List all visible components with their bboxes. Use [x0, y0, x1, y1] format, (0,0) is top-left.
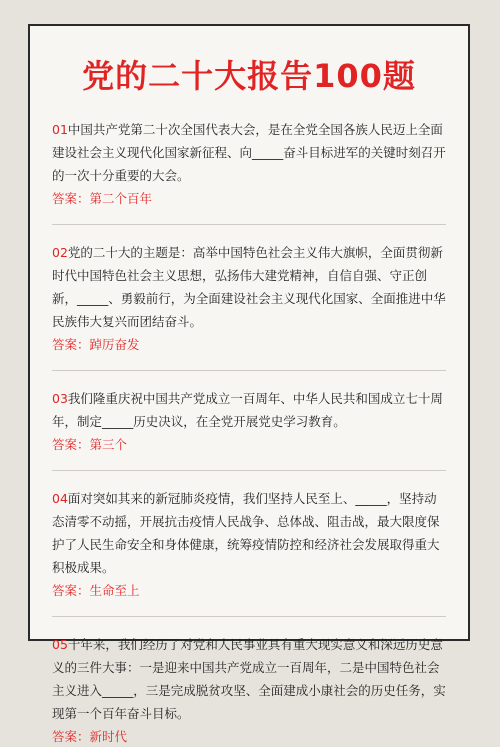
question-text: 中国共产党第二十次全国代表大会，是在全党全国各族人民迈上全面建设社会主义现代化国家新征程、向_____奋斗目标进军的关键时刻召开的一次十分重要的大会。 — [52, 122, 446, 183]
question-number: 04 — [52, 491, 68, 506]
question-number: 01 — [52, 122, 68, 137]
question-text: 十年来，我们经历了对党和人民事业具有重大现实意义和深远历史意义的三件大事：一是迎来中国共产党成立一百周年，二是中国特色社会主义进入_____，三是完成脱贫攻坚、全面建成小康社会的历史任务，实现第一个百年奋斗目标。 — [52, 637, 446, 721]
question-item — [52, 118, 446, 209]
question-item — [52, 487, 446, 601]
divider — [52, 370, 446, 371]
question-text-block — [52, 487, 446, 579]
question-text: 我们隆重庆祝中国共产党成立一百周年、中华人民共和国成立七十周年，制定_____历史决议，在全党开展党史学习教育。 — [52, 391, 443, 429]
document-card — [28, 24, 470, 744]
divider — [52, 616, 446, 617]
question-answer: 答案：第三个 — [52, 437, 128, 452]
question-number: 03 — [52, 391, 68, 406]
question-answer: 答案：新时代 — [52, 729, 128, 744]
question-number: 02 — [52, 245, 68, 260]
question-answer: 答案：第二个百年 — [52, 191, 153, 206]
question-text-block — [52, 387, 446, 433]
question-answer: 答案：生命至上 — [52, 583, 140, 598]
divider — [52, 470, 446, 471]
question-text-block — [52, 241, 446, 333]
question-item — [52, 241, 446, 355]
question-text-block — [52, 633, 446, 725]
question-number: 05 — [52, 637, 68, 652]
page-title: 党的二十大报告100题 — [82, 57, 416, 95]
question-item — [52, 633, 446, 747]
question-text: 党的二十大的主题是：高举中国特色社会主义伟大旗帜，全面贯彻新时代中国特色社会主义思想，弘扬伟大建党精神，自信自强、守正创新，_____、勇毅前行，为全面建设社会主义现代化国家、全面推进中华民族伟大复兴而团结奋斗。 — [52, 245, 446, 329]
question-text-block — [52, 118, 446, 187]
question-answer: 答案：踔厉奋发 — [52, 337, 140, 352]
question-item — [52, 387, 446, 455]
divider — [52, 224, 446, 225]
question-text: 面对突如其来的新冠肺炎疫情，我们坚持人民至上、_____，坚持动态清零不动摇，开展抗击疫情人民战争、总体战、阻击战，最大限度保护了人民生命安全和身体健康，统筹疫情防控和经济社会发展取得重大积极成果。 — [52, 491, 440, 575]
